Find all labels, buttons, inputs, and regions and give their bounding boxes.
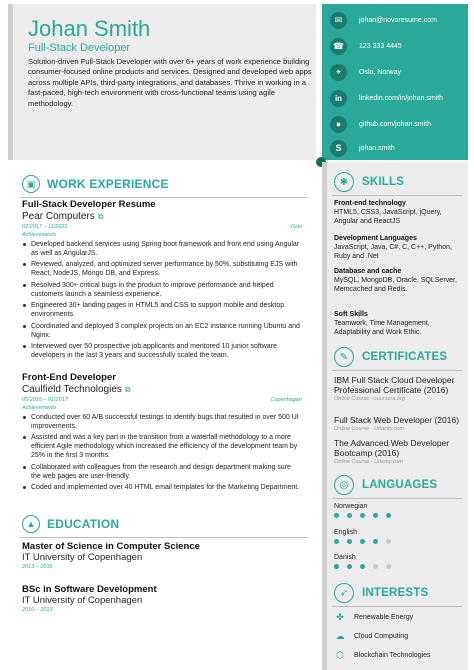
language-name: Danish [334,554,356,561]
proficiency-dots [334,513,464,518]
interest-text: Cloud Computing [354,632,409,640]
language-name: Norwegian [334,503,368,510]
list-item: Coded and implemented over 40 HTML email templates for the Marketing Department. [22,483,302,492]
briefcase-icon: ▣ [22,175,40,193]
skill-text: MySQL, MongoDB, Oracle, SQLServer, Memcached and Redis. [334,277,457,293]
section-divider [20,197,308,198]
skill-group [334,311,464,337]
graduation-cap-icon: ▲ [22,515,40,533]
job-entry [22,372,302,495]
job-location: Oslo [290,224,302,230]
section-divider [332,370,462,371]
certificate-name: The Advanced Web Developer Bootcamp (2016) [334,438,450,458]
skill-text: HTML5, CSS3, JavaScript, jQuery, Angular and ReactJS [334,209,442,225]
language-name: English [334,529,357,536]
school: IT University of Copenhagen [22,595,143,606]
section-title: SKILLS [362,176,405,188]
location-icon: ⌖ [330,64,347,81]
list-item: Assisted and was a key part in the transition from a waterfall methodology to a more efficient Agile methodology which increased the efficiency of the development team by 25% in the first 3 months. [22,433,302,460]
skill-heading: Development Languages [334,235,417,242]
proficiency-dot [386,513,391,518]
github-icon: ● [330,116,347,133]
external-link-icon[interactable]: ⧉ [97,212,104,221]
company-name: Caulfield Technologies [22,384,122,395]
job-company[interactable] [22,211,302,222]
phone-icon: ☎ [330,38,347,55]
certificate-name: Full Stack Web Developer (2016) [334,415,460,425]
language-entry [334,503,464,518]
list-item: Engineered 30+ landing pages in HTML5 and CSS to support mobile and desktop environments. [22,301,302,319]
section-title: LANGUAGES [362,479,438,491]
rocket-icon: ➶ [334,583,354,603]
list-item: Resolved 300+ critical bugs in the product to improve performance and helped customers launch a seamless experience. [22,281,302,299]
skills-heading [334,172,404,192]
languages-heading [334,475,437,495]
job-company[interactable] [22,384,302,395]
candidate-role: Full-Stack Developer [28,42,131,54]
header-summary-panel [8,4,316,160]
skill-group [334,235,464,261]
right-column [322,162,468,670]
job-title: Front-End Developer [22,372,116,383]
list-item: Interviewed over 50 prospective job applicants and mentored 10 junior software developers in the last 3 years and successfully scaled the team. [22,342,302,360]
skype-icon: S [330,140,347,157]
section-title: EDUCATION [47,517,120,531]
proficiency-dots [334,539,464,544]
skill-heading: Database and cache [334,268,402,275]
list-item: Reviewed, analyzed, and optimized server performance by 50%, substituting EJS with React, NodeJS, Mongo DB, and Express. [22,260,302,278]
globe-icon: ◎ [334,475,354,495]
skill-group [334,200,464,226]
contact-email[interactable] [330,11,437,29]
certificates-heading [334,347,447,367]
work-experience-heading [22,175,169,193]
proficiency-dot [360,513,365,518]
section-divider [332,606,462,607]
wind-turbine-icon: ✤ [336,611,344,622]
interests-heading [334,583,428,603]
certificate-source: Online Course - Udacity.com [334,426,404,432]
summary-text: Solution-driven Full-Stack Developer with over 6+ years of work experience building consumer-focused online products and services. Designed and developed web apps across multiple APIs, third-party integrations, and databases. Thrive in working in a fast-paced, high-tech environment with cross-functional teams using agile methodology. [28,57,312,108]
proficiency-dot [386,564,391,569]
job-entry [22,199,302,362]
language-entry [334,554,464,569]
education-entry [22,584,302,613]
certificate-source: Online Course - Udemy.com [334,459,403,465]
list-item: Collaborated with colleagues from the research and design department making sure the web pages are user-friendly. [22,463,302,481]
accent-bar [322,162,327,670]
achievement-list [22,240,302,360]
proficiency-dot [347,564,352,569]
linkedin-icon: in [330,90,347,107]
list-item: Developed backend services using Spring boot framework and front end using Angular as well as AngularJS. [22,240,302,258]
contact-skype[interactable] [330,139,395,157]
proficiency-dot [373,564,378,569]
school: IT University of Copenhagen [22,552,143,563]
list-item: Conducted over 60 A/B successful testings to identify bugs that resulted in over 500 UI improvements. [22,413,302,431]
achievement-list [22,413,302,492]
certificate-icon: ✎ [334,347,354,367]
language-entry [334,529,464,544]
section-title: CERTIFICATES [362,351,448,363]
proficiency-dot [334,539,339,544]
skill-heading: Front-end technology [334,200,406,207]
skill-text: Teamwork, Time Management, Adaptability and Work Ethic. [334,320,430,336]
certificate-source: Online Course - coursera.org [334,396,405,402]
proficiency-dot [360,539,365,544]
cloud-icon: ☁ [335,630,345,641]
proficiency-dot [334,513,339,518]
edu-dates: 2010 – 2013 [22,607,53,613]
section-divider [332,195,462,196]
contact-phone[interactable] [330,37,402,55]
contact-github[interactable] [330,115,431,133]
proficiency-dot [334,564,339,569]
skill-text: JavaScript, Java, C#, C, C++, Python, Ruby and .Net [334,244,452,260]
contact-text: johan@novoresume.com [359,16,437,24]
certificate-entry [334,438,464,465]
job-title: Full-Stack Developer Resume [22,199,156,210]
achievements-label: Achievements [22,405,57,411]
interest-text: Renewable Energy [354,613,414,621]
contact-location[interactable] [330,63,401,81]
section-divider [332,498,462,499]
proficiency-dot [347,513,352,518]
blockchain-icon: ⬡ [336,649,344,660]
interest-item [334,630,408,642]
job-dates: 02/2017 – 11/2021 [22,224,68,230]
interest-item [334,649,431,661]
contact-text: github.com/johan.smith [359,120,431,128]
job-meta [22,224,302,230]
lightbulb-icon: ✱ [334,172,354,192]
certificate-name: IBM Full Stack Cloud Developer Professional Certificate (2016) [334,375,455,395]
section-divider [20,537,308,538]
skill-heading: Soft Skills [334,311,368,318]
contact-linkedin[interactable] [330,89,443,107]
degree: Master of Science in Computer Science [22,541,200,552]
edu-dates: 2013 – 2015 [22,564,53,570]
candidate-name: Johan Smith [28,16,151,41]
left-column [0,170,316,670]
proficiency-dots [334,564,464,569]
interest-item [334,611,413,623]
list-item: Coordinated and deployed 3 complex projects on an EC2 instance running Ubuntu and Nginx. [22,322,302,340]
contact-text: linkedin.com/in/johan.smith [359,94,444,102]
company-name: Pear Computers [22,211,95,222]
proficiency-dot [347,539,352,544]
contact-panel [322,4,468,160]
job-dates: 05/2015 – 01/2017 [22,397,68,403]
section-title: WORK EXPERIENCE [47,177,169,191]
header [0,0,474,162]
skill-group [334,268,464,294]
envelope-icon: ✉ [330,12,347,29]
external-link-icon[interactable]: ⧉ [124,385,131,394]
degree: BSc in Software Development [22,584,157,595]
accent-bar [8,4,13,160]
interest-text: Blockchain Technologies [354,651,431,659]
education-heading [22,515,119,533]
proficiency-dot [373,513,378,518]
job-meta [22,397,302,403]
job-location: Copenhagen [270,397,302,403]
education-entry [22,541,302,570]
proficiency-dot [386,539,391,544]
section-title: INTERESTS [362,587,429,599]
certificate-entry [334,415,464,432]
contact-text: johan.smith [359,144,395,152]
achievements-label: Achievements [22,232,57,238]
proficiency-dot [360,564,365,569]
contact-text: Oslo, Norway [359,68,402,76]
certificate-entry [334,375,464,402]
proficiency-dot [373,539,378,544]
contact-text: 123 333 4445 [359,42,402,50]
